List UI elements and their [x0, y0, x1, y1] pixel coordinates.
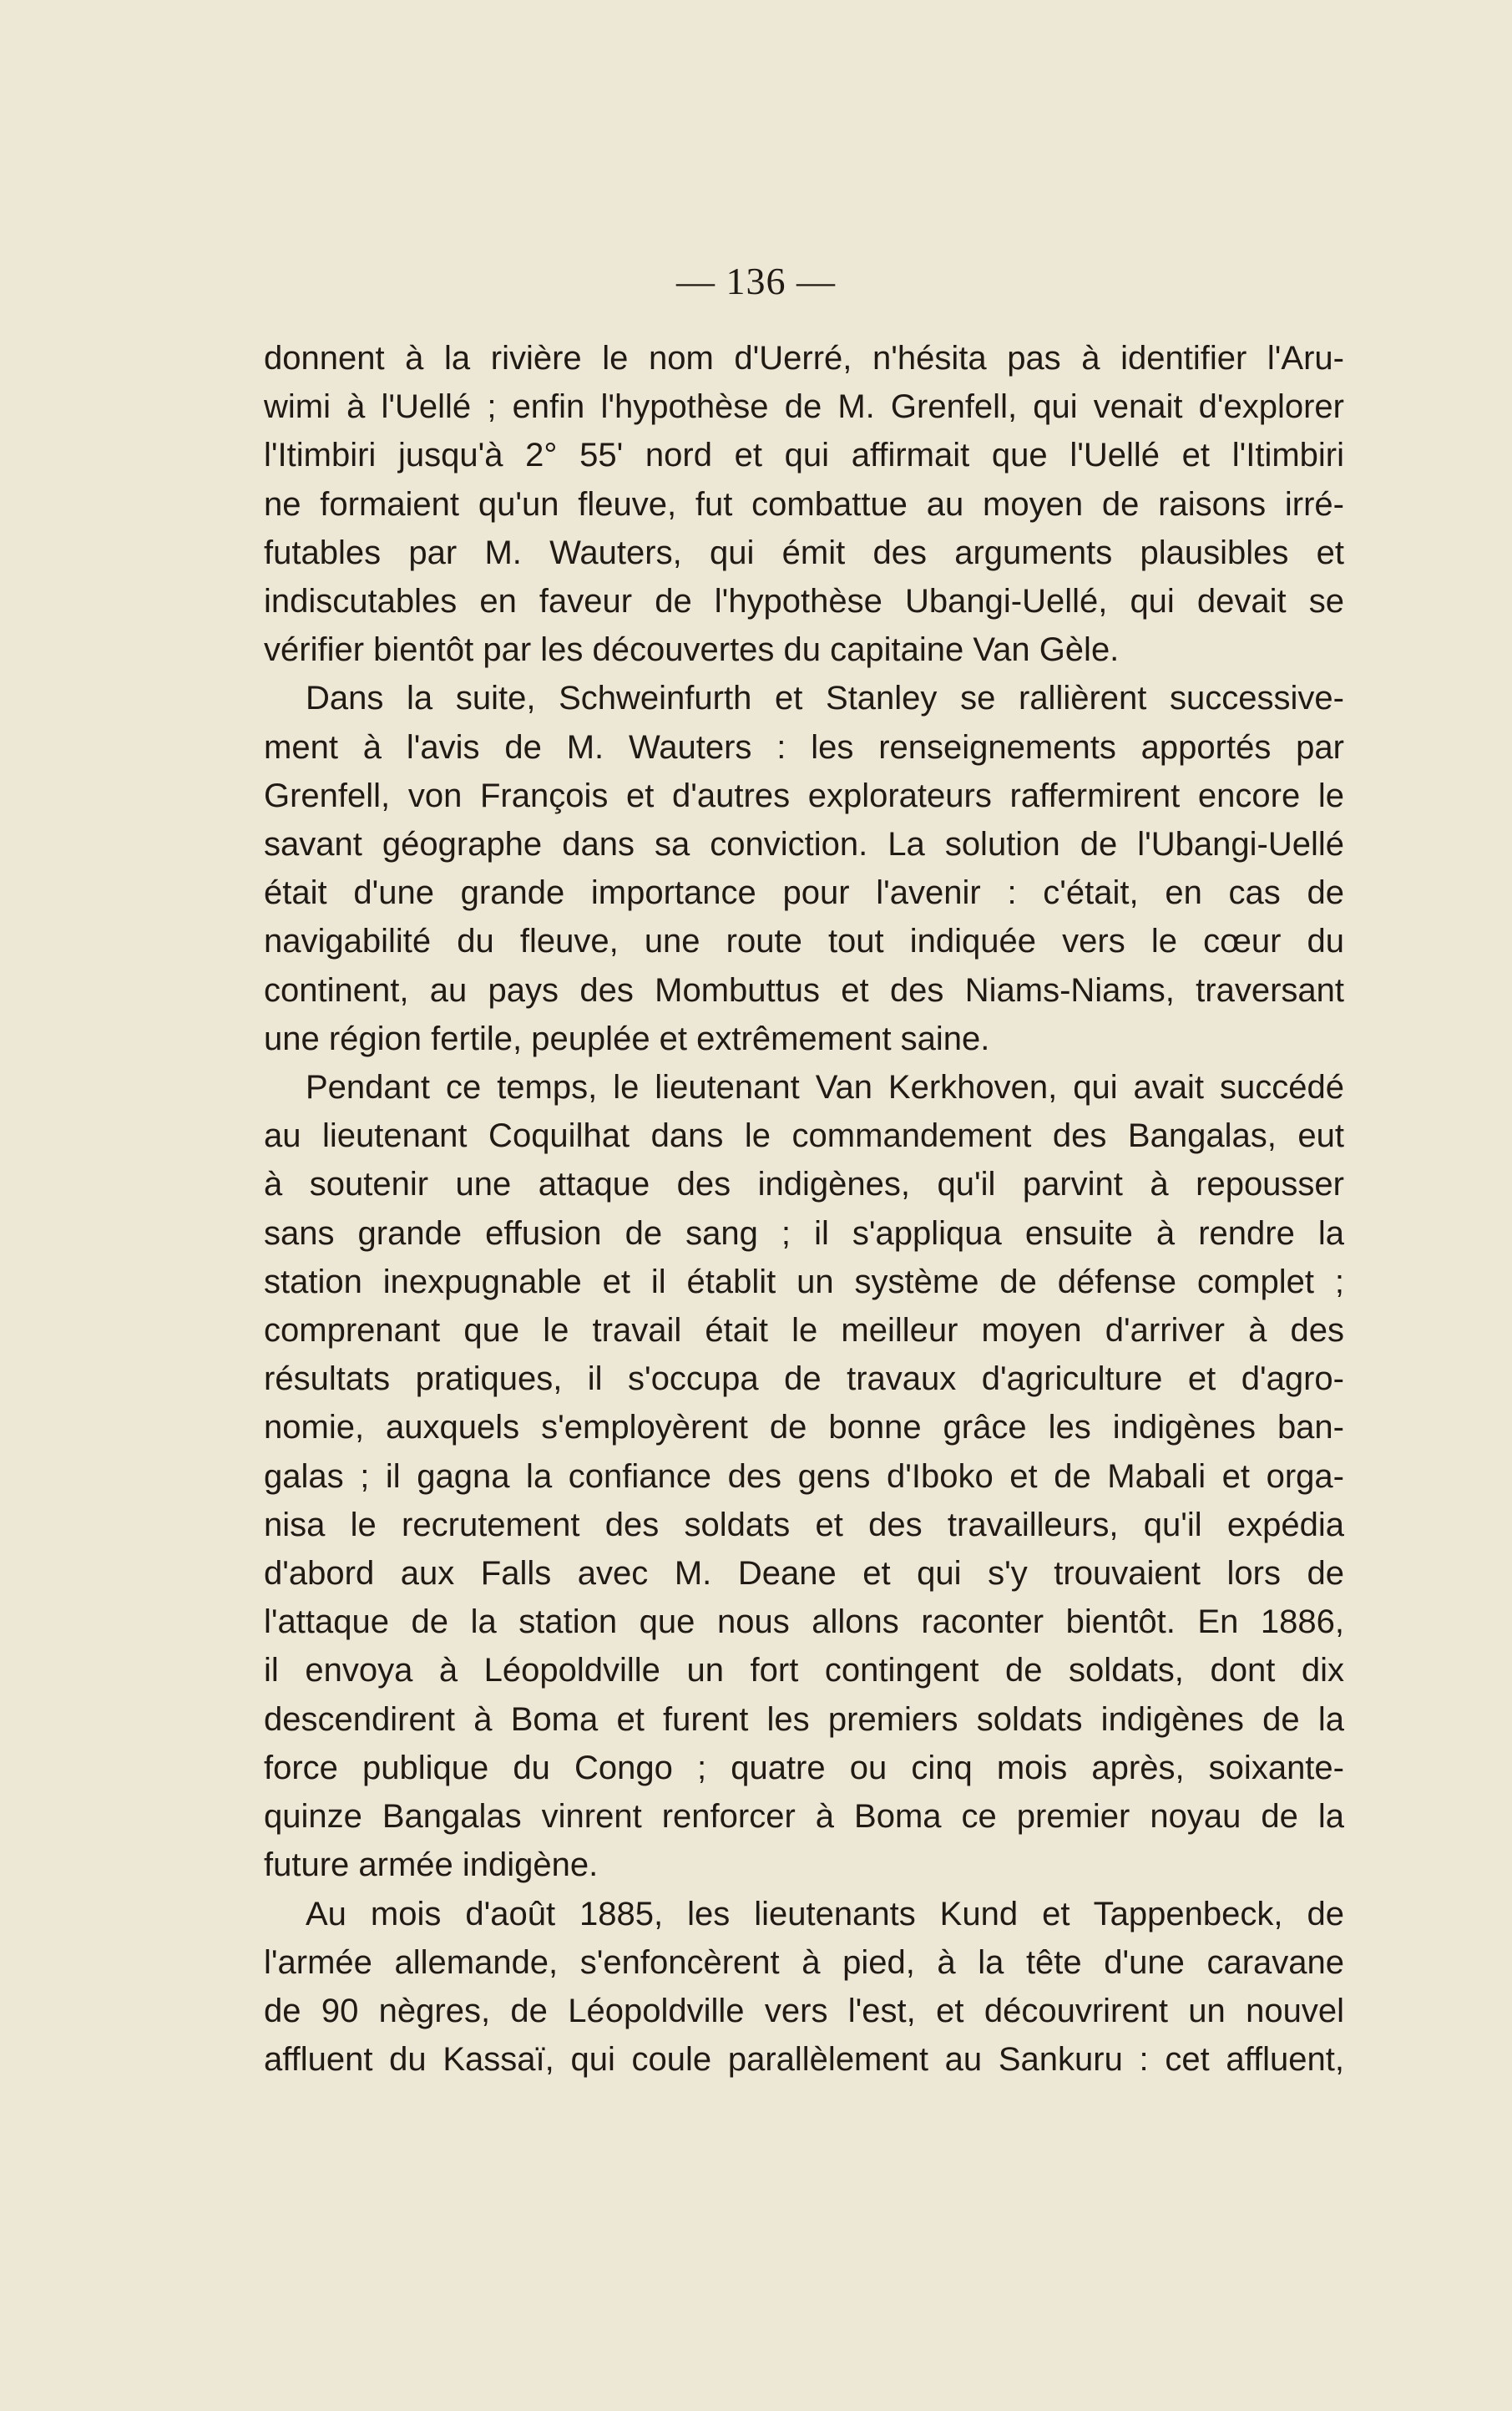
text-line: Grenfell, von François et d'autres explorateurs raffermirent encore le [264, 777, 1344, 814]
text-line: une région fertile, peuplée et extrêmement saine. [264, 1020, 990, 1057]
paragraph-1 [264, 334, 1344, 674]
text-line: l'armée allemande, s'enfoncèrent à pied, à la tête d'une caravane [264, 1943, 1344, 1981]
text-line: était d'une grande importance pour l'avenir : c'était, en cas de [264, 874, 1344, 912]
text-line: savant géographe dans sa conviction. La solution de l'Ubangi-Uellé [264, 826, 1344, 864]
text-line: futables par M. Wauters, qui émit des arguments plausibles et [264, 534, 1344, 571]
paragraph-4 [264, 1890, 1344, 2084]
text-line: Pendant ce temps, le lieutenant Van Kerkhoven, qui avait succédé [306, 1069, 1344, 1107]
text-line: continent, au pays des Mombuttus et des Niams-Niams, traversant [264, 971, 1344, 1009]
text-line: il envoya à Léopoldville un fort contingent de soldats, dont dix [264, 1652, 1344, 1689]
page-number: — 136 — [676, 260, 836, 302]
text-line: ment à l'avis de M. Wauters : les renseignements apportés par [264, 728, 1344, 766]
text-line: galas ; il gagna la confiance des gens d'Iboko et de Mabali et orga- [264, 1457, 1344, 1495]
paragraph-3 [264, 1063, 1344, 1889]
text-line: l'attaque de la station que nous allons raconter bientôt. En 1886, [264, 1603, 1344, 1641]
text-line: au lieutenant Coquilhat dans le commandement des Bangalas, eut [264, 1117, 1344, 1155]
text-line: nisa le recrutement des soldats et des travailleurs, qu'il expédia [264, 1506, 1344, 1543]
body-text [264, 334, 1344, 2084]
text-line: quinze Bangalas vinrent renforcer à Boma ce premier noyau de la [264, 1798, 1344, 1836]
text-line: donnent à la rivière le nom d'Uerré, n'hésita pas à identifier l'Aru- [264, 340, 1344, 377]
text-line: vérifier bientôt par les découvertes du capitaine Van Gèle. [264, 631, 1120, 669]
text-line: résultats pratiques, il s'occupa de travaux d'agriculture et d'agro- [264, 1360, 1344, 1398]
text-line: navigabilité du fleuve, une route tout indiquée vers le cœur du [264, 923, 1344, 960]
text-line: descendirent à Boma et furent les premiers soldats indigènes de la [264, 1700, 1344, 1738]
text-line: d'abord aux Falls avec M. Deane et qui s'y trouvaient lors de [264, 1555, 1344, 1593]
text-line: indiscutables en faveur de l'hypothèse Ubangi-Uellé, qui devait se [264, 583, 1344, 620]
text-line: à soutenir une attaque des indigènes, qu'il parvint à repousser [264, 1166, 1344, 1203]
text-line: force publique du Congo ; quatre ou cinq mois après, soixante- [264, 1749, 1344, 1786]
text-line: wimi à l'Uellé ; enfin l'hypothèse de M. Grenfell, qui venait d'explorer [264, 388, 1344, 426]
text-line: Au mois d'août 1885, les lieutenants Kund et Tappenbeck, de [306, 1895, 1344, 1932]
text-line: future armée indigène. [264, 1846, 599, 1884]
text-line: affluent du Kassaï, qui coule parallèlement au Sankuru : cet affluent, [264, 2041, 1344, 2079]
text-line: sans grande effusion de sang ; il s'appliqua ensuite à rendre la [264, 1214, 1344, 1252]
text-line: ne formaient qu'un fleuve, fut combattue au moyen de raisons irré- [264, 485, 1344, 523]
paragraph-2 [264, 674, 1344, 1063]
text-line: Dans la suite, Schweinfurth et Stanley se rallièrent successive- [306, 680, 1344, 717]
text-line: l'Itimbiri jusqu'à 2° 55' nord et qui affirmait que l'Uellé et l'Itimbiri [264, 437, 1344, 474]
text-line: station inexpugnable et il établit un système de défense complet ; [264, 1263, 1344, 1300]
text-line: comprenant que le travail était le meilleur moyen d'arriver à des [264, 1312, 1344, 1350]
text-line: de 90 nègres, de Léopoldville vers l'est, et découvrirent un nouvel [264, 1992, 1344, 2029]
text-line: nomie, auxquels s'employèrent de bonne grâce les indigènes ban- [264, 1409, 1344, 1446]
